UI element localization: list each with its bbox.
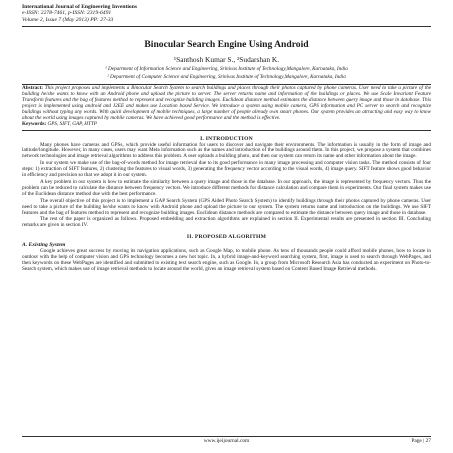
abstract-text-wrap bbox=[22, 85, 431, 121]
subheading-existing-system: A. Existing System bbox=[22, 242, 66, 249]
journal-volume: Volume 2, Issue 7 (May 2013) PP: 27-33 bbox=[22, 16, 114, 23]
intro-paragraph: The overall objective of this project is to implement a GAP Search System (GPS Aided Photo Search System) to identify buildings through their photos captured by phone cameras. User need to take a picture of the building he/she wants to know with Android phone and upload the picture to our system. The system returns name and introduction on the buildings. We use SIFT features and the bag of features method to represent and recognize building images. Euclidean distance methods are compared to estimate the distance between query image and those in database. bbox=[22, 197, 431, 216]
paper-title: Binocular Search Engine Using Android bbox=[144, 39, 309, 51]
section-heading-introduction: I. INTRODUCTION bbox=[200, 135, 253, 142]
abstract-text: This project proposes and implements a Binocular Search System to search buildings and places through their photos captured by phone cameras. User need to take a picture of the building he/she wants to know with an Android phone and upload the picture to server. The server returns name and information of the buildings or places. We use Scale Invariant Feature Transform features and the bag of features method to represent and recognize building images. Euclidean distance method estimates the distance between query image and those in database. This project is implemented using android and J2EE and makes use Location based Service. We introduce a system using mobile camera, GPS information and PC server to search and recognize buildings without typing any words. With quick development of mobile techniques, a large number of people already own smart phones. Our system provides an attracting and easy way to know about the world using images captured by mobile cameras. We have achieved good performance and the method is effective. bbox=[22, 85, 431, 121]
existing-system-paragraph: Google achieves great success by moving its navigation applications, such as Google Map, to mobile phone. As tens of thousands people could afford mobile phones, how to locate in outdoor with the help of computer vision and GPS technology becomes a new hot topic. In, a hybrid image-and-keyword searching system, first, image is used to search through WebPages, and then keywords on these WebPages are identified and submitted to existing text search engine, such as Google. In, a group from Microsoft Research Asia has conducted an experiment on Photo-to-Search system, which makes use of image retrieval methods to locate around the world, gives an image retrieval system based on Content Based Image Retrieval methods. bbox=[22, 248, 431, 272]
affiliation-2: ² Department of Computer Science and Engineering, Srinivas Institute of Technology,Mangalore, Karnataka, India bbox=[107, 74, 346, 81]
abstract-box bbox=[22, 84, 431, 130]
intro-paragraph: The rest of the paper is organized as follows. Proposed embedding and extraction algorithms are explained in section II. Experimental results are presented in section III. Concluding remarks are given in section IV. bbox=[22, 216, 431, 229]
intro-paragraph: Many phones have cameras and GPSs, which provide useful information for users to discover and navigate their environments. The information is usually in the form of image and latitude/longitude. However, in many cases, users may want Meta information such as the names and introduction of the buildings around them. In this project, we propose a system that combines network technologies and image retrieval algorithms to address this problem. A user uploads a building photo, and then our system can return its name and other information about the image. bbox=[22, 141, 431, 160]
footer-url[interactable]: www.ijeijournal.com bbox=[203, 438, 250, 444]
intro-paragraph: A key problem in our system is how to estimate the similarity between a query image and those in the database. In our approach, the image is represented by frequency vectors. Thus the problem can be reduced to calculate the distance between frequency vectors. We introduce different methods for distance calculation and compare them in experiments. Our final system makes use of the Euclidean distance method due with the best performance. bbox=[22, 179, 431, 197]
affiliation-1: ¹ Department of Information Science and Engineering, Srinivas Institute of Technology,Mangalore, Karnataka, India bbox=[105, 66, 348, 73]
footer-page-number: Page | 27 bbox=[411, 438, 431, 444]
intro-paragraph: In our system we make use of the bag-of-words method for image retrieval due to its good performance in many image processing and computer vision tasks. The method consists of four steps: 1) extraction of SIFT features, 2) clustering the features to visual words, 3) generating the frequency vector according to the visual words, 4) image query. SIFT feature shows good behavior in efficiency and precision so that we adopt it in our system. bbox=[22, 160, 431, 179]
page-footer bbox=[22, 436, 431, 444]
keywords-wrap bbox=[22, 121, 97, 127]
journal-header bbox=[22, 4, 431, 23]
paper-authors: ¹Santhosh Kumar S., ²Sudarshan K. bbox=[173, 55, 280, 65]
keywords-text: GPS, SIFT, GAP, HTTP bbox=[46, 120, 97, 127]
abstract-label: Abstract: bbox=[22, 85, 44, 92]
section-heading-proposed-algorithm: II. PROPOSED ALGORITHM bbox=[186, 234, 267, 241]
journal-name: International Journal of Engineering Inventions bbox=[22, 4, 137, 10]
header-rule bbox=[22, 26, 431, 27]
keywords-label: Keywords: bbox=[22, 120, 47, 127]
journal-issn: e-ISSN: 2278-7461, p-ISSN: 2319-6491 bbox=[22, 10, 112, 17]
